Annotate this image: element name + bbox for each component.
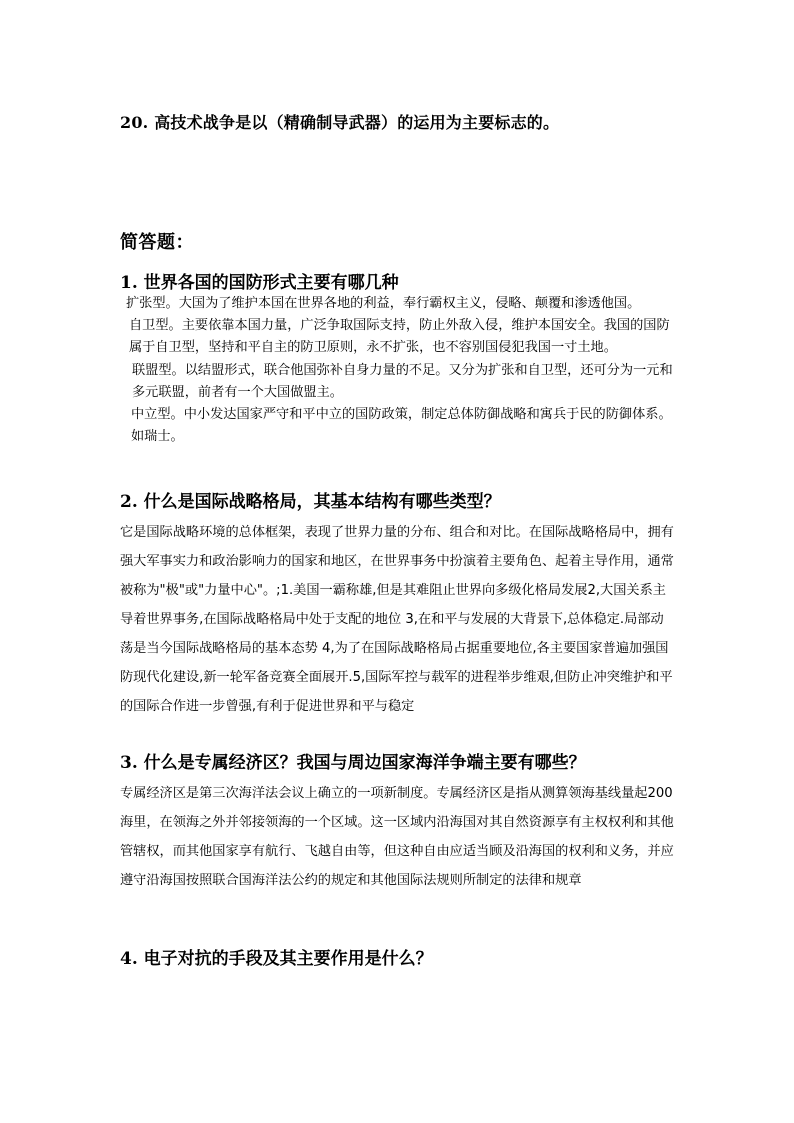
answer-paragraph: 联盟型。以结盟形式，联合他国弥补自身力量的不足。又分为扩张和自卫型，还可分为一元和多元联盟，前者有一个大国做盟主。 [132, 362, 673, 400]
section-title: 简答题： [120, 232, 194, 253]
question-4-title: 4. 电子对抗的手段及其主要作用是什么？ [120, 949, 433, 969]
question-3-answer [120, 779, 676, 895]
answer-paragraph: 专属经济区是第三次海洋法会议上确立的一项新制度。专属经济区是指从测算领海基线量起200海里，在领海之外并邻接领海的一个区域。这一区域内沿海国对其自然资源享有主权权利和其他管辖权，而其他国家享有航行、飞越自由等，但这种自由应适当顾及沿海国的权利和义务，并应遵守沿海国按照联合国海洋法公约的规定和其他国际法规则所制定的法律和规章 [120, 786, 674, 888]
fill-in-item-20: 20. 高技术战争是以（精确制导武器）的运用为主要标志的。 [120, 113, 560, 132]
answer-paragraph: 自卫型。主要依靠本国力量，广泛争取国际支持，防止外敌入侵，维护本国安全。我国的国防属于自卫型，坚持和平自主的防卫原则，永不扩张，也不容别国侵犯我国一寸土地。 [129, 318, 670, 356]
question-1-answer [120, 293, 676, 448]
question-2-answer [120, 518, 676, 721]
answer-paragraph: 它是国际战略环境的总体框架，表现了世界力量的分布、组合和对比。在国际战略格局中，拥有强大军事实力和政治影响力的国家和地区，在世界事务中扮演着主要角色、起着主导作用，通常被称为"极"或"力量中心"。;1.美国一霸称雄,但是其难阻止世界向多级化格局发展2,大国关系主导着世界事务,在国际战略格局中处于支配的地位 3,在和平与发展的大背景下,总体稳定.局部动荡是当今国际战略格局的基本态势 4,为了在国际战略格局占据重要地位,各主要国家普遍加强国防现代化建设,新一轮军备竞赛全面展开.5,国际军控与载军的进程举步维艰,但防止冲突维护和平的国际合作进一步曾强,有利于促进世界和平与稳定 [120, 525, 674, 714]
question-3-title: 3. 什么是专属经济区？我国与周边国家海洋争端主要有哪些？ [120, 753, 586, 773]
answer-paragraph: 扩张型。大国为了维护本国在世界各地的利益，奉行霸权主义，侵略、颠覆和渗透他国。 [126, 296, 641, 311]
answer-paragraph: 中立型。中小发达国家严守和平中立的国防政策，制定总体防御战略和寓兵于民的防御体系。如瑞士。 [131, 407, 672, 445]
question-1-title: 1. 世界各国的国防形式主要有哪几种 [120, 273, 399, 293]
question-2-title: 2. 什么是国际战略格局，其基本结构有哪些类型？ [120, 492, 501, 512]
